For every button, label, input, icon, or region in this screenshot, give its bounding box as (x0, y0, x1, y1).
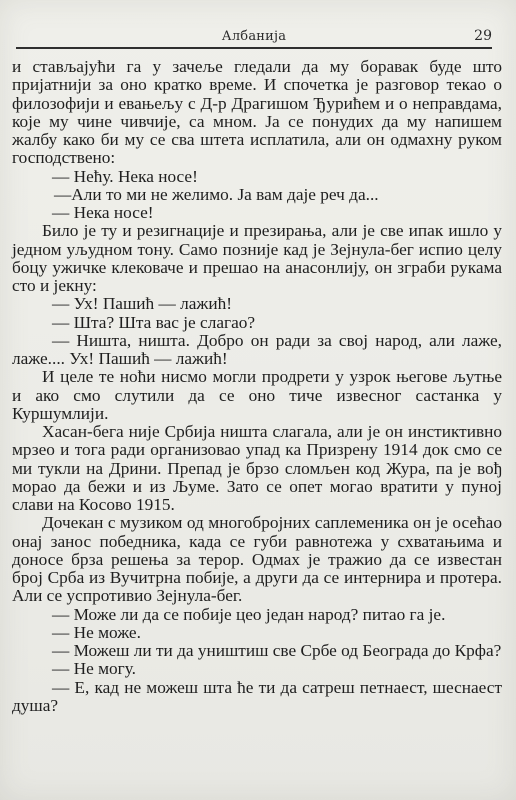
dialogue-line: — Ух! Пашић — лажић! (52, 294, 232, 314)
dialogue-line: — Е, кад не можеш шта ће ти да сатреш петнаест, шеснаест душа? (12, 677, 502, 715)
body-text (12, 58, 502, 715)
dialogue-line: — Може ли да се побије цео један народ? питао га је. (52, 604, 446, 624)
paragraph-continuation: и стављајући га у зачеље гледали да му боравак буде што пријатнији за оно кратко време. И спочетка је разговор текао о филозофији и евањељу с Д-р Драгишом Ђурићем и о неправдама, које му чине чивчије, са мном. Ја се понудих да му напишем жалбу како би му се сва штета исплатила, али он одмахну руком господствено: (12, 57, 502, 168)
paragraph: И целе те ноћи нисмо могли продрети у узрок његове љутње и ако смо слутили да се оно тиче извесног састанка у Куршумлији. (12, 367, 502, 423)
running-title: Албанија (221, 29, 287, 44)
header-rule (16, 47, 492, 49)
dialogue-line: — Не може. (52, 622, 141, 642)
running-head (16, 20, 492, 44)
dialogue-line: — Шта? Шта вас је слагао? (52, 312, 256, 332)
dialogue-line: —Али то ми не желимо. Ја вам даје реч да... (54, 184, 379, 204)
dialogue-line: — Не могу. (52, 659, 136, 679)
paragraph: Дочекан с музиком од многобројних саплеменика он је осећао онај занос победника, када се губи равнотежа у схватањима и доносе брза решења за терор. Одмах је тражио да се известан број Срба из Вучитрна побије, а други да се интернира и протера. Али се успротивио Зејнула-бег. (12, 513, 502, 606)
paragraph: Хасан-бега није Србија ништа слагала, али је он инстиктивно мрзео и тога ради организовао упад ка Призрену 1914 док смо се ми тукли на Дрини. Препад је брзо сломљен код Жура, па је вођ морао да бежи и из Љуме. Зато се опет могао вратити у пуној слави на Косово 1915. (12, 422, 502, 514)
dialogue-line: — Нека носе! (52, 203, 154, 222)
page-number: 29 (474, 28, 492, 44)
dialogue-line: — Ништа, ништа. Добро он ради за свој народ, али лаже, лаже.... Ух! Пашић — лажић! (12, 330, 502, 368)
dialogue-line: — Нећу. Нека носе! (52, 166, 198, 186)
paragraph: Било је ту и резигнације и презирања, али је све ипак ишло у једном уљудном тону. Само позније кад је Зејнула-бег испио целу боцу ужичке клековаче и прешао на анасонлију, он зграби рукама сто и јекну: (12, 221, 502, 295)
dialogue-line: — Можеш ли ти да уништиш све Србе од Београда до Крфа? (52, 641, 502, 660)
